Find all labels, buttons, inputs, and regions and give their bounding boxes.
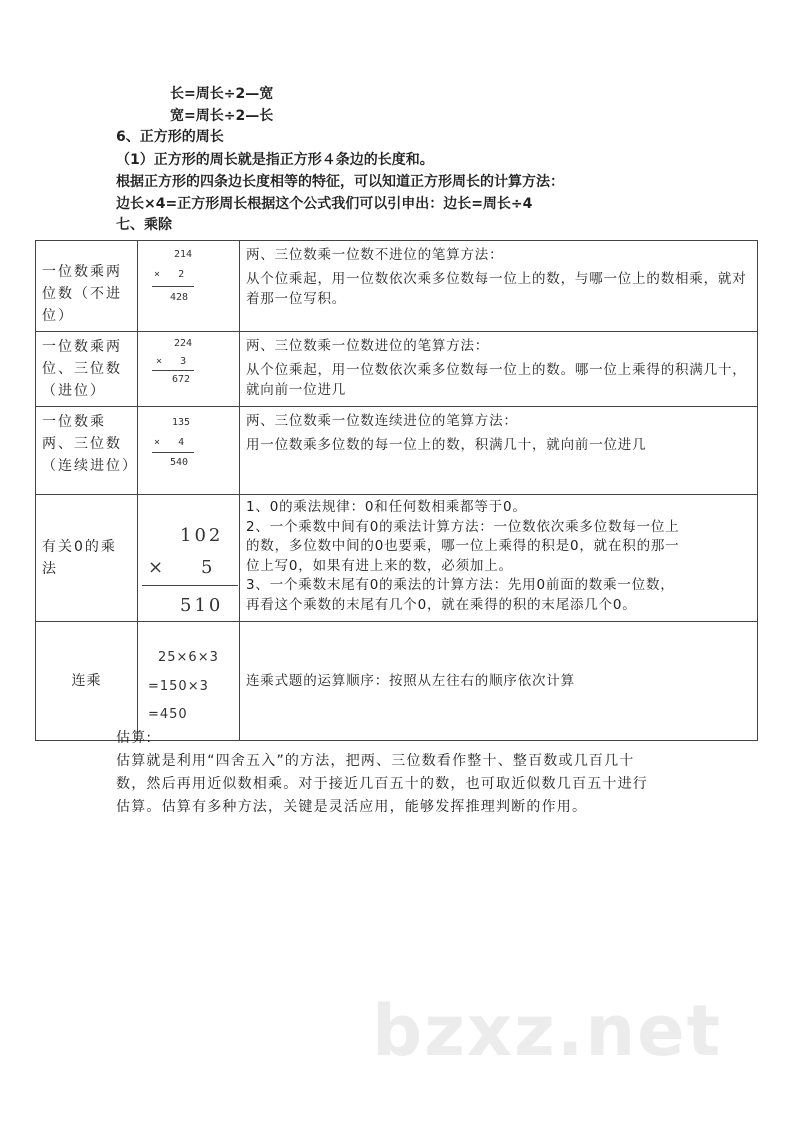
zero-rule-line: 3、一个乘数末尾有0的乘法的计算方法：先用0前面的数乘一位数， xyxy=(246,577,675,593)
zero-rules xyxy=(240,495,757,619)
category-cell xyxy=(36,622,138,741)
calc-multiplicand: 224 xyxy=(174,338,193,349)
table-row xyxy=(36,332,758,407)
calc-multiplicand: 135 xyxy=(172,417,191,428)
chain-step: 25×6×3 xyxy=(158,650,219,665)
description-cell xyxy=(240,332,758,407)
calc-multiplicand: 102 xyxy=(180,525,224,546)
calc-multiplier: × 2 xyxy=(154,269,185,280)
method-title: 两、三位数乘一位数进位的笔算方法： xyxy=(246,338,490,354)
vertical-calculation xyxy=(138,495,239,620)
calc-product: 672 xyxy=(172,374,191,385)
formula-width: 宽=周长÷2—长 xyxy=(170,108,274,124)
category-cell xyxy=(36,332,138,407)
category-label: 连乘 xyxy=(71,673,102,689)
multiplication-table xyxy=(35,240,758,741)
zero-rule-line: 2、一个乘数中间有0的乘法计算方法：一位数依次乘多位数每一位上 xyxy=(246,518,680,535)
table-row xyxy=(36,407,758,495)
calc-multiplier: × 3 xyxy=(156,356,187,367)
calc-product: 428 xyxy=(170,292,189,303)
calc-line xyxy=(152,452,194,453)
calc-product: 540 xyxy=(170,457,189,468)
calc-cell xyxy=(138,495,240,622)
category-cell xyxy=(36,495,138,622)
category-cell xyxy=(36,241,138,332)
zero-rule-line: 1、0的乘法规律：0和任何数相乘都等于0。 xyxy=(246,499,527,515)
chain-step: =450 xyxy=(148,707,188,722)
category-label: 一位数乘两位、三位数（进位） xyxy=(42,339,122,399)
calc-multiplier: × 4 xyxy=(154,437,185,448)
table-row xyxy=(36,495,758,622)
section-6-point-1: （1）正方形的周长就是指正方形４条边的长度和。 xyxy=(116,152,434,168)
chain-calculation xyxy=(138,622,239,739)
category-label: 一位数乘两、三位数（连续进位） xyxy=(42,414,138,474)
method-body: 用一位数乘多位数的每一位上的数，积满几十，就向前一位进几 xyxy=(246,437,647,453)
estimate-line: 估算。估算有多种方法，关键是灵活应用，能够发挥推理判断的作用。 xyxy=(116,799,588,815)
calc-cell xyxy=(138,407,240,495)
category-label: 一位数乘两位数（不进位） xyxy=(42,264,122,324)
category-cell xyxy=(36,407,138,495)
section-6-line-2: 根据正方形的四条边长度相等的特征，可以知道正方形周长的计算方法： xyxy=(116,174,564,190)
zero-rule-line: 的数，多位数中间的0也要乘，哪一位上乘得的积是0，就在积的那一 xyxy=(246,538,680,554)
method-body: 从个位乘起，用一位数依次乘多位数每一位上的数，与哪一位上的数相乘，就对着那一位写积。 xyxy=(246,271,747,307)
description-cell xyxy=(240,495,758,622)
method-title: 两、三位数乘一位数连续进位的笔算方法： xyxy=(246,413,518,429)
description-cell xyxy=(240,622,758,741)
zero-rule-line: 位上写0，如果有进上来的数，必须加上。 xyxy=(246,557,513,574)
calc-line xyxy=(152,370,194,371)
section-6-title: 6、正方形的周长 xyxy=(116,129,224,145)
chain-step: =150×3 xyxy=(148,679,209,694)
chain-rule: 连乘式题的运算顺序：按照从左往右的顺序依次计算 xyxy=(246,673,575,689)
zero-rule-line: 再看这个乘数的末尾有几个0，就在乘得的积的末尾添几个0。 xyxy=(246,596,637,613)
section-7-title: 七、乘除 xyxy=(116,217,172,233)
vertical-calculation xyxy=(138,241,239,325)
method-body: 从个位乘起，用一位数依次乘多位数每一位上的数。哪一位上乘得的积满几十，就向前一位进几 xyxy=(246,362,747,398)
table-row xyxy=(36,622,758,741)
calc-cell xyxy=(138,622,240,741)
vertical-calculation xyxy=(138,332,239,396)
estimate-line: 数，然后再用近似数相乘。对于接近几百五十的数，也可取近似数几百五十进行 xyxy=(116,776,648,792)
calc-multiplier: × 5 xyxy=(148,557,216,578)
calc-line xyxy=(142,585,238,586)
calc-product: 510 xyxy=(180,595,224,616)
calc-cell xyxy=(138,241,240,332)
calc-cell xyxy=(138,332,240,407)
formula-length: 长=周长÷2—宽 xyxy=(170,86,274,102)
method-title: 两、三位数乘一位数不进位的笔算方法： xyxy=(246,247,504,263)
calc-line xyxy=(152,286,194,287)
calc-multiplicand: 214 xyxy=(174,249,193,260)
watermark: bzxz.net xyxy=(372,990,723,1072)
vertical-calculation xyxy=(138,407,239,493)
estimate-title: 估算: xyxy=(116,730,153,746)
description-cell xyxy=(240,241,758,332)
table-row xyxy=(36,241,758,332)
section-6-line-3: 边长×4=正方形周长根据这个公式我们可以引申出：边长=周长÷4 xyxy=(116,196,533,212)
estimate-line: 估算就是利用“四舍五入”的方法，把两、三位数看作整十、整百数或几百几十 xyxy=(116,753,635,769)
category-label: 有关0的乘法 xyxy=(42,539,117,577)
description-cell xyxy=(240,407,758,495)
